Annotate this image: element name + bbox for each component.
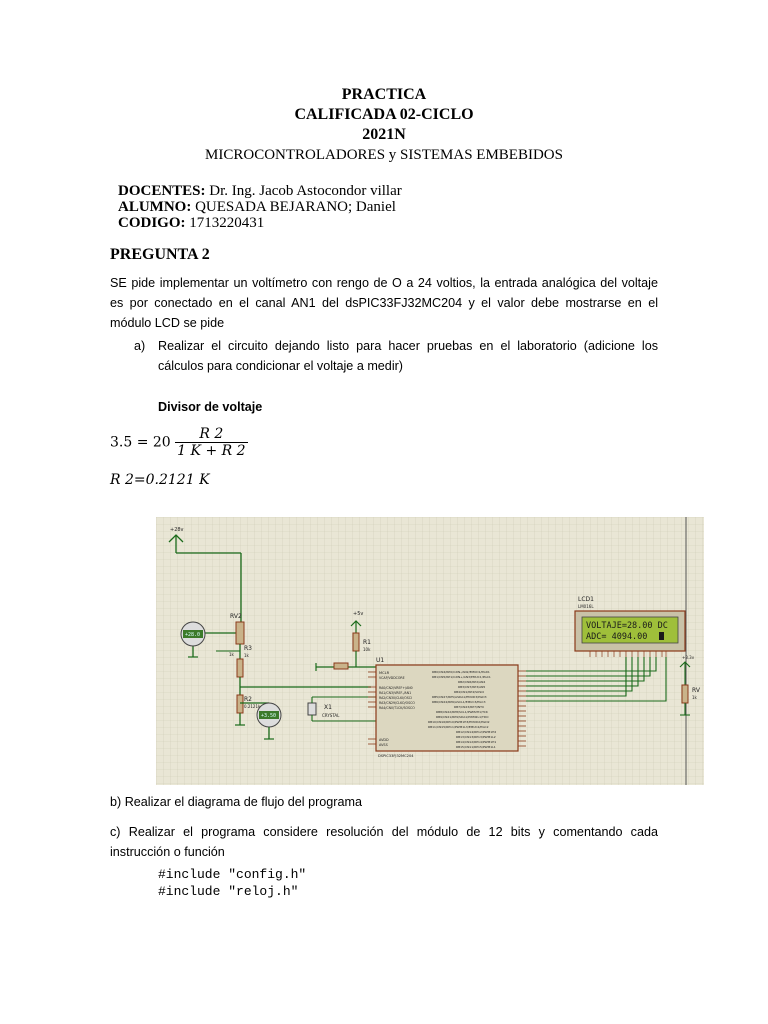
- u1-pin-right-2: RB2/CN6/RP2/AN4: [458, 680, 486, 684]
- r3-value: 1k: [244, 653, 249, 658]
- item-c-text: c) Realizar el programa considere resolución del módulo de 12 bits y comentando cada instrucción o función: [110, 825, 658, 859]
- equation-1-lhs: 3.5 = 20: [110, 434, 171, 451]
- alumno-label: ALUMNO:: [118, 199, 192, 215]
- u1-pin-right-15: RB15/CN11/RP15/PWM1L1: [456, 745, 496, 749]
- u1-pin-right-6: RB6/CN24/RP6/ASCL1/EMUC3/PGC3: [432, 700, 486, 704]
- codigo-line: [118, 215, 264, 232]
- equation-1: [110, 426, 248, 459]
- practice-title: PRACTICA: [341, 86, 427, 103]
- r3-label: R3: [244, 645, 252, 652]
- docentes-value: Dr. Ing. Jacob Astocondor villar: [205, 183, 402, 199]
- lcd-ref: LCD1: [578, 596, 594, 603]
- codigo-value: 1713220431: [185, 215, 265, 231]
- docentes-label: DOCENTES:: [118, 183, 206, 199]
- u1-pin-left-0: VCAP/VDDCORE: [379, 676, 405, 680]
- alumno-value: QUESADA BEJARANO; Daniel: [191, 199, 396, 215]
- equation-1-fraction: [175, 426, 247, 459]
- alumno-line: [118, 199, 396, 216]
- microcontroller-u1: [376, 657, 518, 758]
- u1-pin-right-4: RB4/CN1/RP4/SOSCI: [454, 690, 485, 694]
- equation-2: R 2=0.2121 K: [110, 472, 210, 488]
- course-name: MICROCONTROLADORES y SISTEMAS EMBEBIDOS: [205, 147, 563, 163]
- u1-pin-left-5: RA4/CN0/T1CK/SOSCO: [379, 706, 415, 710]
- equation-1-denominator: 1 K + R 2: [177, 443, 246, 459]
- rv-value: 1k: [692, 695, 697, 700]
- lcd-part: LM016L: [578, 604, 594, 609]
- lcd-line-2: ADC= 4094.00: [586, 632, 648, 642]
- x1-label: X1: [324, 704, 332, 711]
- u1-pin-left-4: RA3/CN29/CLKO/OSCO: [379, 701, 415, 705]
- u1-pin-right-12: RB12/CN14/RP12/PWM1H2: [456, 730, 497, 734]
- u1-pin-left-1: RA0/CN2/VREF+/AN0: [379, 686, 413, 690]
- u1-pin-right-10: RB10/CN16/RP10/PWM1H3/EMUD2/PGD2: [428, 720, 490, 724]
- u1-label: U1: [376, 657, 385, 664]
- u1-pin-avss: AVSS: [379, 743, 388, 747]
- code-line-1: #include "config.h": [158, 867, 307, 882]
- u1-pin-right-11: RB11/CN15/RP11/PWM1L3/EMUC2/PGC2: [428, 725, 489, 729]
- vcc-label-1: +5v: [353, 611, 364, 617]
- u1-pin-left-3: RA2/CN30/CLKI/OSCI: [379, 696, 412, 700]
- r1-label: R1: [363, 639, 371, 646]
- item-a-marker: a): [134, 339, 146, 353]
- u1-pin-right-1: RB1/CN5/RP1/C2IN+/AN3/EMUC1/PGC1: [432, 675, 491, 679]
- u1-pin-right-13: RB13/CN13/RP13/PWM1L2: [456, 735, 496, 739]
- codigo-label: CODIGO:: [118, 215, 186, 231]
- rv2-value: 1k: [229, 652, 234, 657]
- u1-pin-right-9: RB9/CN21/RP9/SDA1/PWM2L1/TDO: [436, 715, 489, 719]
- u1-pin-right-8: RB8/CN22/RP8/SCL1/PWM2H1/TCK: [436, 710, 488, 714]
- x1-part: CRYSTAL: [322, 713, 340, 718]
- r2-label: R2: [244, 696, 252, 703]
- vin-label: +28v: [170, 527, 184, 533]
- u1-pin-right-3: RB3/CN7/RP3/AN5: [458, 685, 486, 689]
- u1-part: DSPIC33FJ32MC204: [378, 754, 414, 758]
- question-title: PREGUNTA 2: [110, 246, 210, 263]
- practice-year: 2021N: [362, 126, 406, 143]
- u1-pin-right-5: RB5/CN27/RP5/ASDA1/EMUD3/PGD3: [432, 695, 487, 699]
- u1-pin-right-14: RB14/CN12/RP14/PWM1H1: [456, 740, 497, 744]
- u1-pin-avdd: AVDD: [379, 738, 389, 742]
- voltmeter-2-value: +3.50: [261, 713, 277, 719]
- lcd-cursor: [659, 632, 664, 640]
- rv-label: RV: [692, 687, 700, 694]
- item-a-text: Realizar el circuito dejando listo para hacer pruebas en el laboratorio (adicione los cálculos para condicionar el voltaje a medir): [158, 339, 658, 373]
- item-b-text: b) Realizar el diagrama de flujo del programa: [110, 795, 363, 809]
- u1-pin-right-0: RB0/CN4/RP0/C2IN-/AN2/EMUD1/PGD1: [432, 670, 490, 674]
- code-line-2: #include "reloj.h": [158, 884, 299, 899]
- lcd-line-1: VOLTAJE=28.00 DC: [586, 621, 668, 631]
- practice-cycle: CALIFICADA 02-CICLO: [294, 106, 474, 123]
- u1-pin-right-7: RB7/CN23/RP7/INT0: [454, 705, 484, 709]
- vcc-label-2: +3.3v: [682, 655, 695, 660]
- equation-1-numerator: R 2: [175, 426, 247, 443]
- docentes-line: [118, 183, 402, 200]
- u1-pin-left-2: RA1/CN3/VREF-/AN1: [379, 691, 412, 695]
- u1-pin-mclr: MCLR: [379, 671, 390, 675]
- r1-value: 10k: [363, 647, 371, 652]
- voltmeter-1-value: +28.0: [185, 632, 201, 638]
- question-intro: SE pide implementar un voltímetro con rengo de O a 24 voltios, la entrada analógica del voltaje es por conectado en el canal AN1 del dsPIC33FJ32MC204 y el valor debe mostrarse en el módulo LCD se pide: [110, 276, 658, 330]
- r2-value: 0.2121k: [244, 704, 261, 709]
- divisor-title: Divisor de voltaje: [158, 400, 263, 414]
- circuit-schematic: [156, 517, 704, 785]
- rv2-label: RV2: [230, 613, 242, 620]
